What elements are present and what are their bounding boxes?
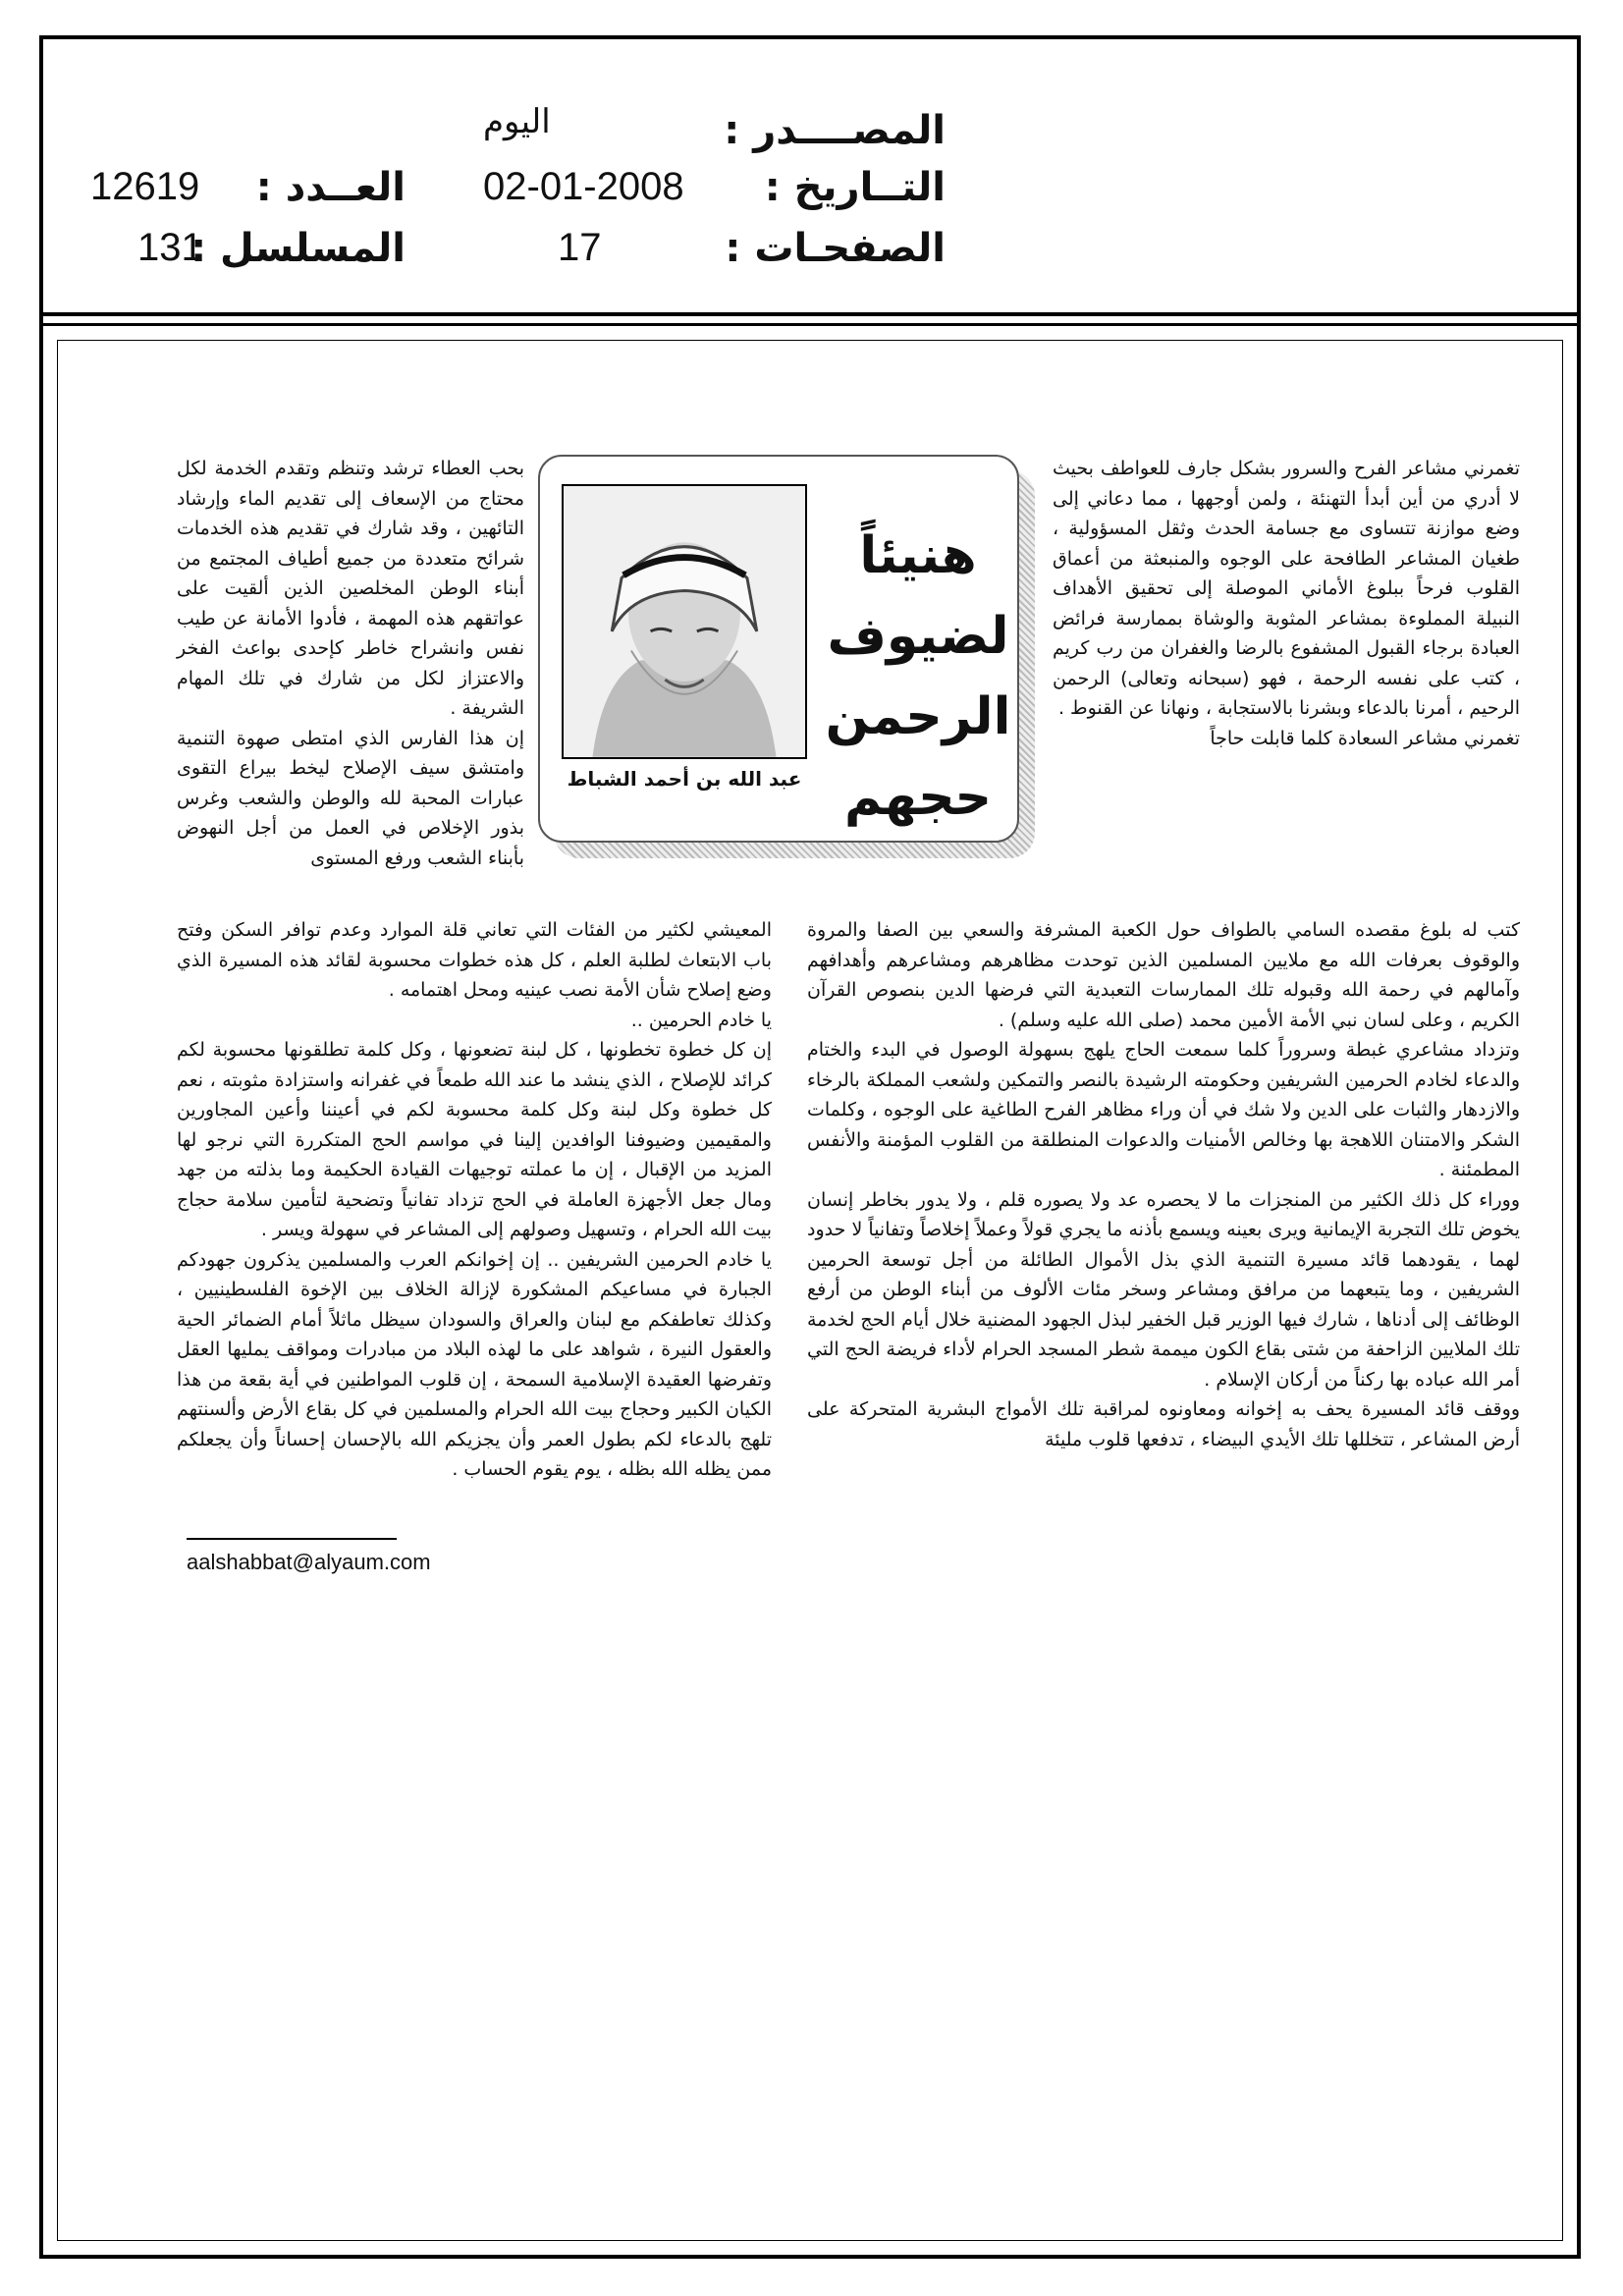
issue-label: العــدد : — [255, 165, 406, 210]
paragraph: تغمرني مشاعر الفرح والسرور بشكل جارف للعواطف بحيث لا أدري من أين أبدأ التهنئة ، ولمن أوجهها ، مما دعاني إلى وضع موازنة تتساوى مع جسامة الحدث وثقل المسؤولية ، طغيان المشاعر الطافحة على الوجوه والمنبعثة من أعماق القلوب فرحاً ببلوغ الأماني الموصلة إلى تحقيق الأهداف النبيلة المملوءة بمشاعر المثوبة والوشاة بممارسة فرائض العبادة برجاء القبول المشفوع بالرضا والغفران من رب كريم ، كتب على نفسه الرحمة ، فهو (سبحانه وتعالى) الرحمن الرحيم ، أمرنا بالدعاء وبشرنا بالاستجابة ، ونهانا عن القنوط . — [1053, 458, 1520, 719]
title-line: الرحمن — [825, 687, 1011, 746]
pages-label: الصفحـات : — [725, 226, 946, 271]
title-line: هنيئاً — [859, 526, 977, 585]
source-label: المصــــدر : — [724, 108, 946, 153]
column-left-bottom — [177, 915, 772, 1485]
title-line: حجهم — [843, 768, 993, 827]
paragraph: يا خادم الحرمين .. — [630, 1009, 772, 1031]
serial-value: 131 — [137, 226, 203, 269]
article-title — [825, 516, 1011, 838]
paragraph: بحب العطاء ترشد وتنظم وتقدم الخدمة لكل محتاج من الإسعاف إلى تقديم الماء وإرشاد التائهين ، وقد شارك في تقديم هذه الخدمات شرائح متعددة من جميع أطياف المجتمع من أبناء الوطن المخلصين الذين ألقيت على عواتقهم هذه المهمة ، فأدوا الأمانة عن طيب نفس وانشراح خاطر كإحدى بواعث الفخر والاعتزاز لكل من شارك في تلك المهام الشريفة . — [177, 458, 524, 719]
paragraph: وتزداد مشاعري غبطة وسروراً كلما سمعت الحاج يلهج بسهولة الوصول في البدء والختام والدعاء لخادم الحرمين الشريفين وحكومته الرشيدة بالنصر والتمكين ولشعب المملكة بالرخاء والازدهار والثبات على الدين ولا شك في أن وراء مظاهر الفرح الطاغية على الوجوه ، وكلمات الشكر والامتنان اللاهجة بها وخالص الأمنيات والدعوات المنطلقة من القلوب المؤمنة والأنفس المطمئنة . — [807, 1039, 1520, 1180]
serial-label: المسلسل : — [190, 226, 406, 271]
author-photo — [562, 484, 807, 759]
issue-value: 12619 — [90, 165, 200, 208]
paragraph: كتب له بلوغ مقصده السامي بالطواف حول الكعبة المشرفة والسعي بين الصفا والمروة والوقوف بعرفات الله مع ملايين المسلمين الذين توحدت مظاهرهم ومشاعرهم وأهدافهم وآمالهم في رحمة الله وقبوله تلك الممارسات التعبدية التي فرضها الدين بنصوص القرآن الكريم ، وعلى لسان نبي الأمة الأمين محمد (صلى الله عليه وسلم) . — [807, 919, 1520, 1031]
header-separator — [39, 312, 1581, 326]
author-email: aalshabbat@alyaum.com — [187, 1550, 431, 1574]
title-box — [538, 455, 1037, 860]
column-left-top — [177, 454, 524, 873]
pages-value: 17 — [558, 226, 602, 269]
paragraph: المعيشي لكثير من الفئات التي تعاني قلة الموارد وعدم توافر السكن وفتح باب الابتعاث لطلبة العلم ، كل هذه خطوات محسوبة لقائد هذه المسيرة الذي وضع إصلاح شأن الأمة نصب عينيه ومحل اهتمامه . — [177, 919, 772, 1001]
paragraph: ووقف قائد المسيرة يحف به إخوانه ومعاونوه لمراقبة تلك الأمواج البشرية المتحركة على أرض المشاعر ، تتخللها تلك الأيدي البيضاء ، تدفعها قلوب مليئة — [807, 1398, 1520, 1450]
paragraph: إن هذا الفارس الذي امتطى صهوة التنمية وامتشق سيف الإصلاح ليخط بيراع التقوى عبارات المحبة لله والوطن والشعب وغرس بذور الإخلاص في العمل من أجل النهوض بأبناء الشعب ورفع المستوى — [177, 727, 524, 869]
paragraph: إن كل خطوة تخطونها ، كل لبنة تضعونها ، وكل كلمة تطلقونها محسوبة لكم كرائد للإصلاح ، الذي ينشد ما عند الله طمعاً في غفرانه واستزادة مثوبته ، نعم كل خطوة وكل لبنة وكل كلمة محسوبة لكم في أعيننا وأعين المجاورين والمقيمين وضيوفنا الوافدين إلينا في مواسم الحج المتكررة التي نرجو لها المزيد من الإقبال ، إن ما عملته توجيهات القيادة الحكيمة وما بذلته من جهد ومال جعل الأجهزة العاملة في الحج تزداد تفانياً وتضحية لتأمين سلامة حجاج بيت الله الحرام ، وتسهيل وصولهم إلى المشاعر في سهولة ويسر . — [177, 1039, 772, 1240]
column-right-bottom — [807, 915, 1520, 1454]
title-card — [538, 455, 1019, 843]
author-name: عبد الله بن أحمد الشباط — [567, 767, 802, 791]
column-right-top — [1053, 454, 1520, 753]
signature-divider — [187, 1538, 397, 1540]
title-line: لضيوف — [827, 607, 1009, 666]
paragraph: يا خادم الحرمين الشريفين .. إن إخوانكم العرب والمسلمين يذكرون جهودكم الجبارة في مساعيكم المشكورة لإزالة الخلاف بين الإخوة الفلسطينيين ، وكذلك تعاطفكم مع لبنان والعراق والسودان سيظل ماثلاً أمام الضمائر الحية والعقول النيرة ، شواهد على ما لهذه البلاد من مبادرات ومواقف يمليها العقل وتفرضها العقيدة الإسلامية السمحة ، إن قلوب المواطنين في أية بقعة من هذا الكيان الكبير وحجاج بيت الله الحرام والمسلمين في كل بقاع الأرض وألسنتهم تلهج بالدعاء لكم بطول العمر وأن يجزيكم الله بالإحسان إحساناً وأن يجعلكم ممن يظله الله بظله ، يوم يقوم الحساب . — [177, 1248, 772, 1480]
paragraph: ووراء كل ذلك الكثير من المنجزات ما لا يحصره عد ولا يصوره قلم ، ولا يدور بخاطر إنسان يخوض تلك التجربة الإيمانية ويرى بعينه ويسمع بأذنه ما يجري قولاً وعملاً إخلاصاً وتفانياً لا حدود لهما ، يقودهما قائد مسيرة التنمية الذي بذل الأموال الطائلة من أجل توسعة الحرمين الشريفين ، وما يتبعهما من مرافق ومشاعر وسخر مئات الألوف من أبناء الوطن من أرفع الوظائف إلى أدناها ، شارك فيها الوزير قبل الخفير لبذل الجهود المضنية خلال أيام الحج لخدمة تلك الملايين الزاحفة من شتى بقاع الكون ميممة شطر المسجد الحرام لأداء فريضة الحج التي أمر الله عباده بها ركناً من أركان الإسلام . — [807, 1188, 1520, 1391]
author-portrait-icon — [564, 486, 805, 757]
date-value: 02-01-2008 — [483, 165, 684, 208]
source-value: اليوم — [483, 102, 551, 141]
paragraph: تغمرني مشاعر السعادة كلما قابلت حاجاً — [1210, 727, 1520, 749]
date-label: التــاريخ : — [764, 165, 946, 210]
